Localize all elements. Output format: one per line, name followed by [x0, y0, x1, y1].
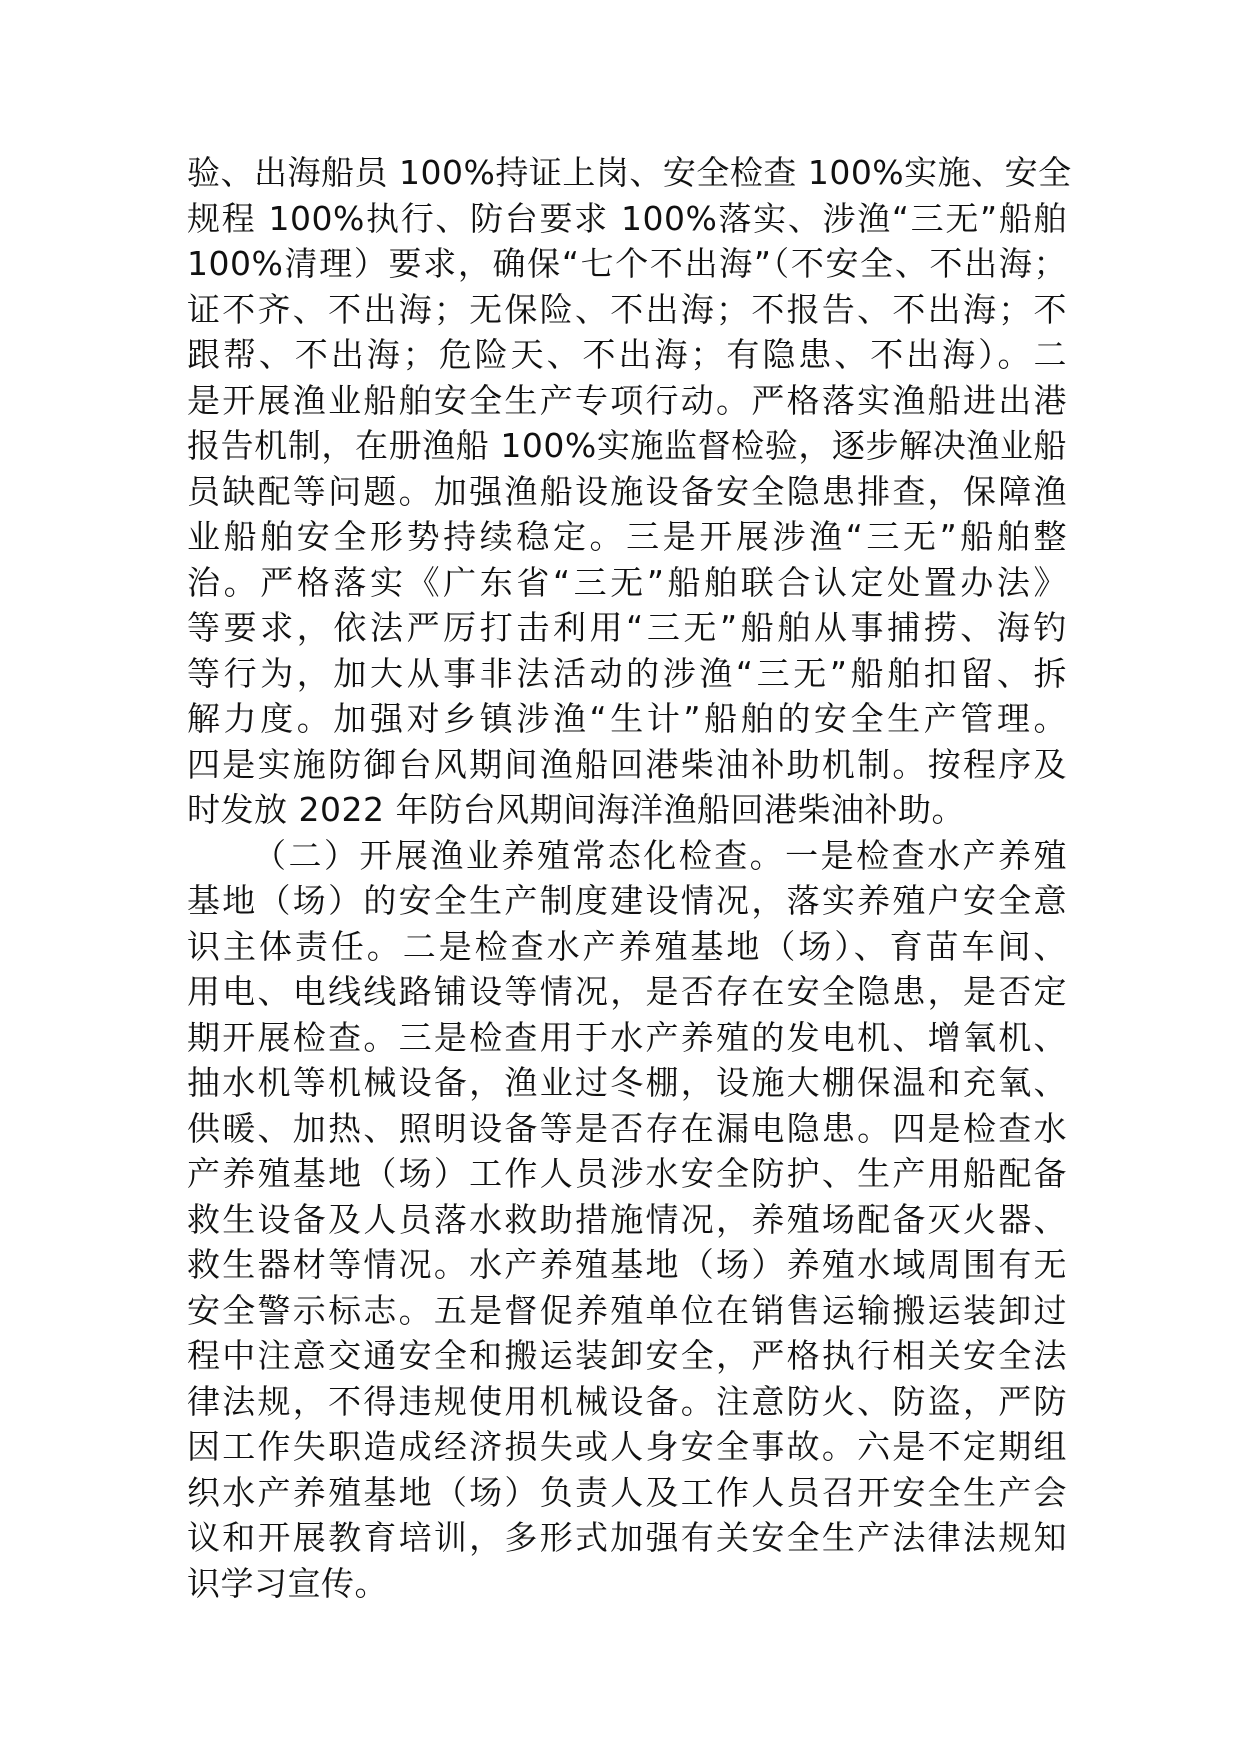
text-line: 救生设备及人员落水救助措施情况，养殖场配备灭火器、	[187, 1199, 1067, 1239]
text-line: 安全警示标志。五是督促养殖单位在销售运输搬运装卸过	[187, 1290, 1067, 1330]
text-line: 解力度。加强对乡镇涉渔“生计”船舶的安全生产管理。	[187, 699, 1067, 738]
text-line: 报告机制，在册渔船 100%实施监督检验，逐步解决渔业船	[187, 426, 1067, 465]
text-line: 100%清理）要求，确保“七个不出海”（不安全、不出海；	[187, 244, 1067, 283]
text-line: 程中注意交通安全和搬运装卸安全，严格执行相关安全法	[187, 1336, 1067, 1375]
text-line: 期开展检查。三是检查用于水产养殖的发电机、增氧机、	[187, 1017, 1067, 1057]
text-line: 用电、电线线路铺设等情况，是否存在安全隐患，是否定	[187, 972, 1067, 1011]
text-line: 验、出海船员 100%持证上岗、安全检查 100%实施、安全	[187, 153, 1072, 192]
text-line: 证不齐、不出海；无保险、不出海；不报告、不出海；不	[187, 289, 1067, 329]
text-line: 议和开展教育培训，多形式加强有关安全生产法律法规知	[187, 1518, 1067, 1557]
text-line: 等行为，加大从事非法活动的涉渔“三无”船舶扣留、拆	[187, 653, 1067, 693]
text-line: 识学习宣传。	[187, 1563, 388, 1603]
text-line: 织水产养殖基地（场）负责人及工作人员召开安全生产会	[187, 1472, 1067, 1512]
text-line: 四是实施防御台风期间渔船回港柴油补助机制。按程序及	[187, 744, 1067, 784]
text-line: 抽水机等机械设备，渔业过冬棚，设施大棚保温和充氧、	[187, 1063, 1067, 1102]
text-line: 救生器材等情况。水产养殖基地（场）养殖水域周围有无	[187, 1245, 1067, 1284]
text-line: 等要求，依法严厉打击利用“三无”船舶从事捕捞、海钓	[187, 608, 1067, 647]
text-line: 供暖、加热、照明设备等是否存在漏电隐患。四是检查水	[187, 1108, 1067, 1148]
text-line: 跟帮、不出海；危险天、不出海；有隐患、不出海）。二	[187, 335, 1067, 374]
text-line: 是开展渔业船舶安全生产专项行动。严格落实渔船进出港	[187, 380, 1067, 420]
paragraph-1	[187, 150, 1072, 833]
text-line: 时发放 2022 年防台风期间海洋渔船回港柴油补助。	[187, 790, 965, 829]
text-line: 识主体责任。二是检查水产养殖基地（场）、育苗车间、	[187, 926, 1067, 966]
text-line: 员缺配等问题。加强渔船设施设备安全隐患排查，保障渔	[187, 471, 1067, 511]
text-line: 业船舶安全形势持续稳定。三是开展涉渔“三无”船舶整	[187, 517, 1067, 556]
document-body	[187, 150, 1072, 1606]
text-line: 治。严格落实《广东省“三无”船舶联合认定处置办法》	[187, 562, 1067, 602]
text-line: 因工作失职造成经济损失或人身安全事故。六是不定期组	[187, 1427, 1067, 1466]
paragraph-2	[187, 833, 1067, 1607]
text-line: 律法规，不得违规使用机械设备。注意防火、防盗，严防	[187, 1381, 1067, 1421]
text-line: 产养殖基地（场）工作人员涉水安全防护、生产用船配备	[187, 1154, 1067, 1193]
text-line: 基地（场）的安全生产制度建设情况，落实养殖户安全意	[187, 881, 1067, 920]
text-line: 规程 100%执行、防台要求 100%落实、涉渔“三无”船舶	[187, 198, 1067, 238]
text-line: （二）开展渔业养殖常态化检查。一是检查水产养殖	[253, 835, 1067, 875]
